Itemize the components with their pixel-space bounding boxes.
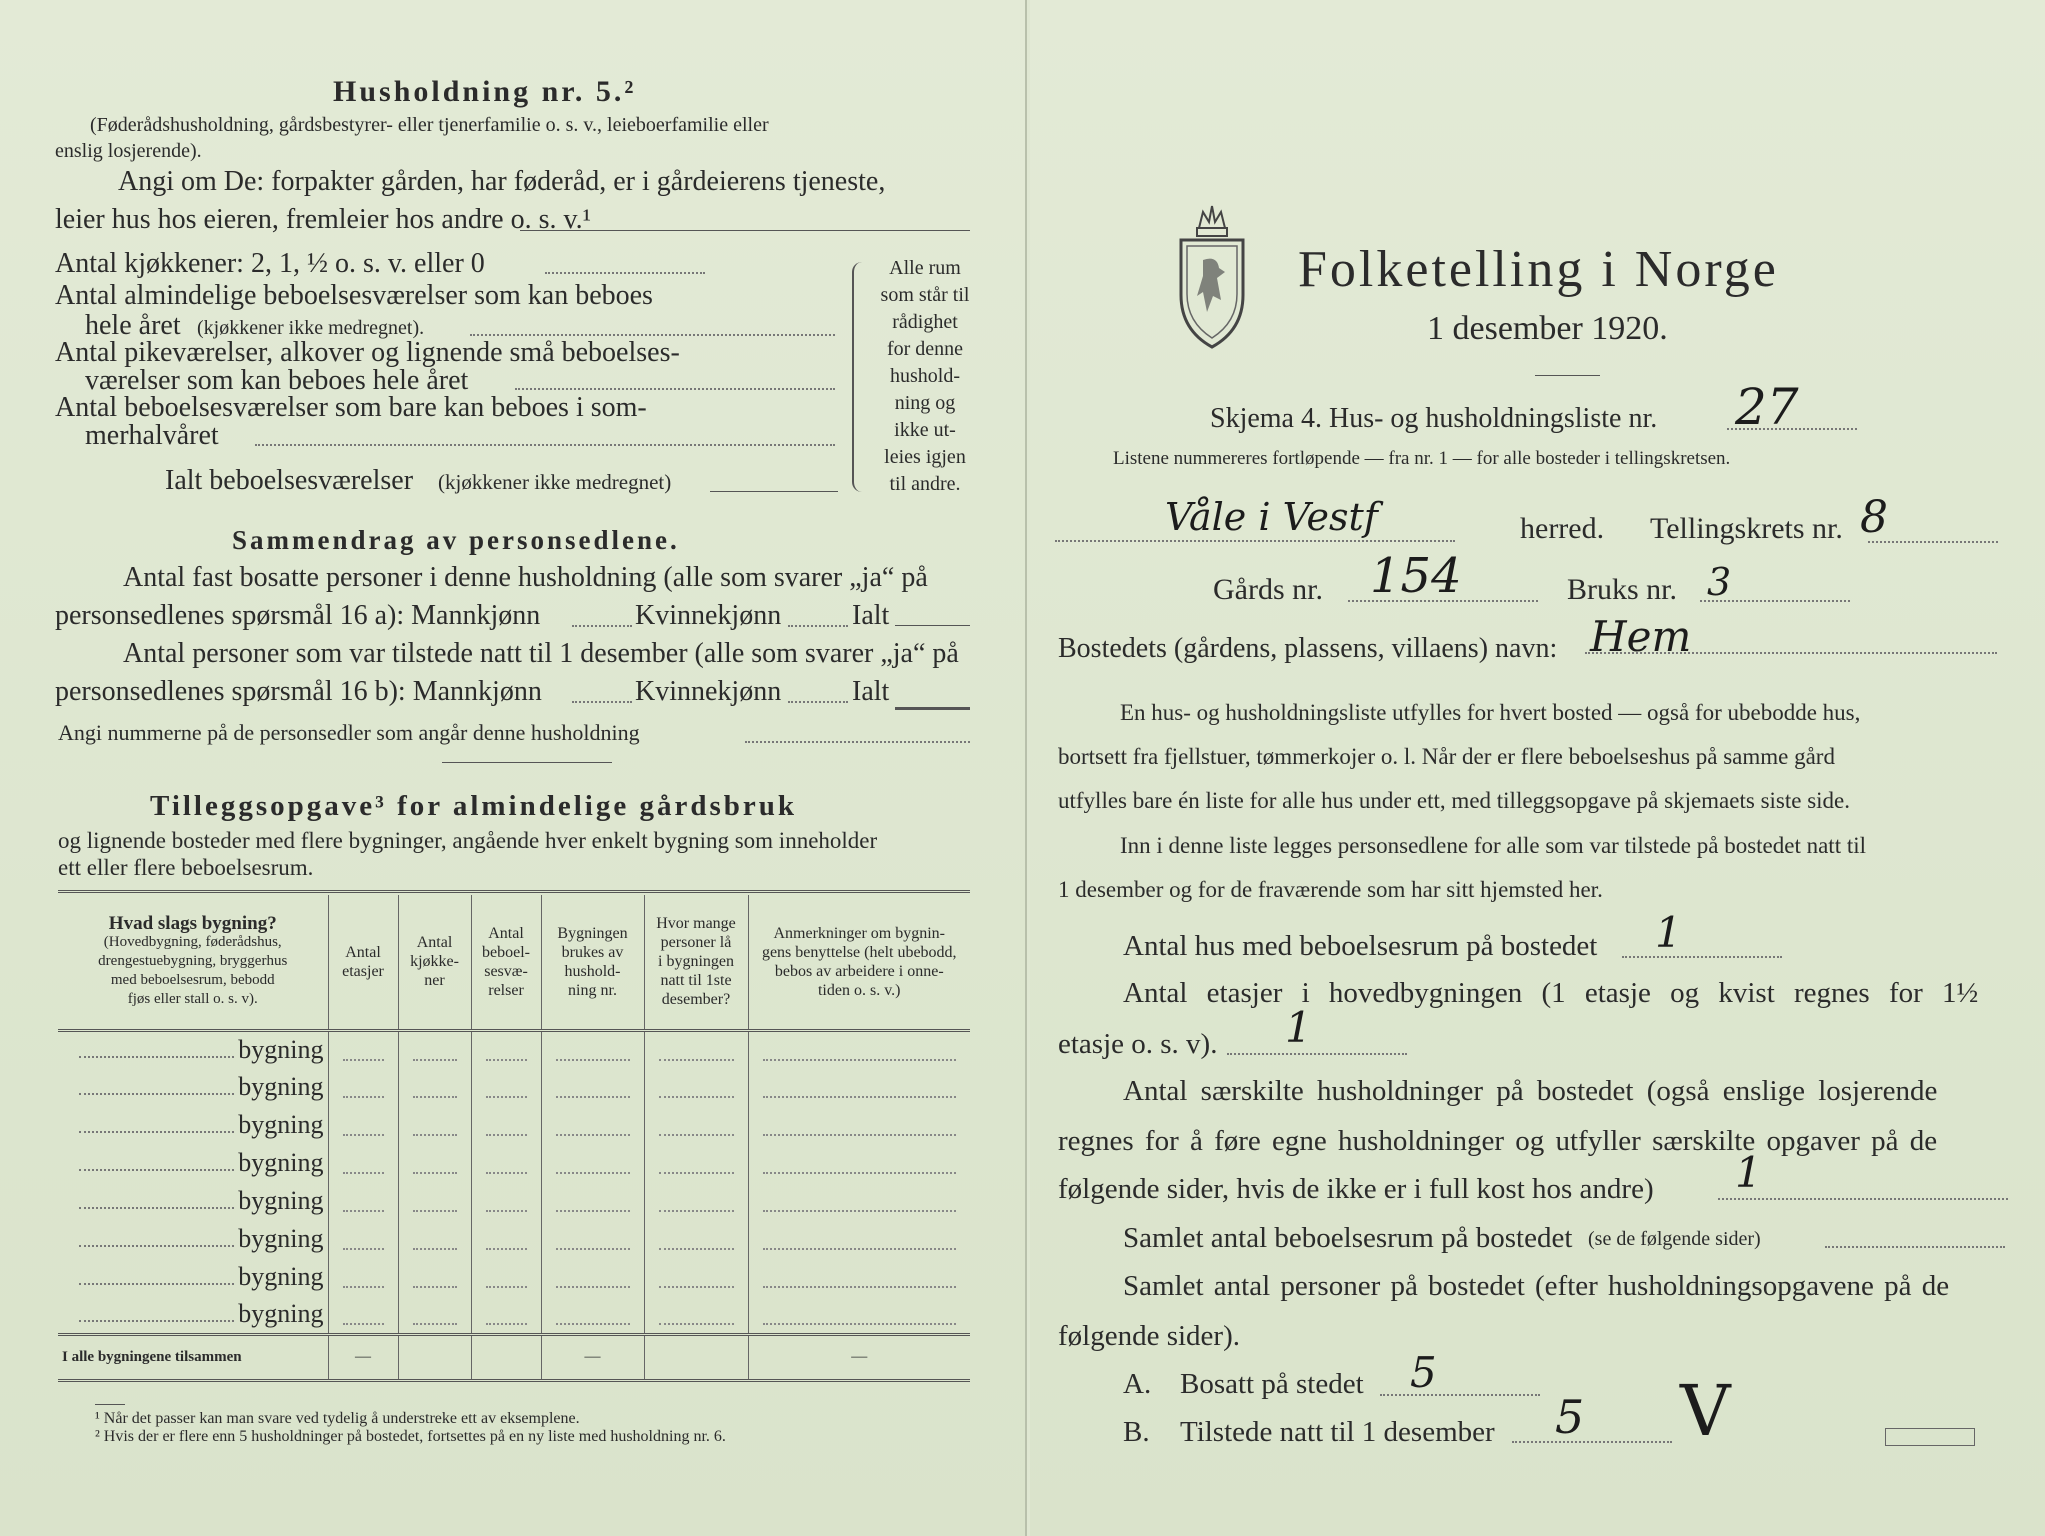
census-title: Folketelling i Norge [1298,241,1779,298]
bosatt-field[interactable] [1380,1394,1540,1396]
building-row [58,1220,970,1258]
info-line-5: 1 desember og for de fraværende som har sitt hjemsted her. [1058,877,1603,902]
cell-dots [343,1248,384,1250]
husholdning-cell[interactable] [541,1030,644,1068]
almindelige-label-small: (kjøkkener ikke medregnet). [197,317,425,339]
cell-dots [556,1323,630,1325]
samlet-pers-line-1: Samlet antal personer på bostedet (efter husholdningsopgavene på de [1123,1270,1950,1302]
cell-dots [556,1210,630,1212]
footnote-rule [95,1404,125,1405]
vaerelser-cell[interactable] [471,1106,541,1144]
personer-cell[interactable] [644,1106,748,1144]
cell-dots [343,1210,384,1212]
bostedets-label: Bostedets (gårdens, plassens, villaens) navn: [1058,633,1558,664]
cell-dots [486,1286,527,1288]
herred-label: herred. [1520,512,1605,545]
angi-answer-line [520,230,970,231]
etasjer-value: 1 [1285,1003,1312,1052]
fast-ialt-field[interactable] [895,625,970,626]
ialt-label: Ialt beboelsesværelser [165,465,414,496]
personer-cell[interactable] [644,1258,748,1296]
anmerkninger-cell[interactable] [748,1258,970,1296]
household-title: Husholdning nr. 5.² [333,75,637,108]
antal-hus-field[interactable] [1622,956,1782,958]
cell-dots [486,1323,527,1325]
etasjer-cell[interactable] [328,1182,398,1220]
cell-dots [556,1286,630,1288]
title-divider [1535,375,1600,376]
saerskilte-line-1: Antal særskilte husholdninger på bostedet (også enslige losjerende [1123,1075,1938,1107]
section-divider [442,762,612,763]
ialt-label-small: (kjøkkener ikke medregnet) [438,470,672,494]
pike-label-2: værelser som kan beboes hele året [85,365,469,396]
header-anmerkninger: Anmerkninger om bygnin- gens benyttelse (helt ubebodd, bebos av arbeidere i onne- tiden o. s. v.) [748,895,970,1030]
vaerelser-cell[interactable] [471,1258,541,1296]
etasjer-cell[interactable] [328,1296,398,1334]
building-type-cell[interactable] [58,1106,328,1144]
brace-note: Alle rum som står til rådighet for denne hushold- ning og ikke ut- leies igjen til andre. [880,257,970,495]
coat-of-arms-icon [1173,200,1251,350]
almindelige-label-2: hele året [85,310,181,341]
total-kjokkener [398,1334,471,1380]
sommer-label-1: Antal beboelsesværelser som bare kan beboes i som- [55,392,647,423]
cell-dots [659,1059,734,1061]
building-type-dots [79,1320,234,1322]
info-line-1: En hus- og husholdningsliste utfylles for hvert bosted — også for ubebodde hus, [1120,700,1861,725]
skjema-label: Skjema 4. Hus- og husholdningsliste nr. [1210,403,1658,434]
tilstede-letter: B. [1123,1416,1150,1448]
bosatt-letter: A. [1123,1368,1152,1400]
cell-dots [556,1134,630,1136]
kjokkener-cell[interactable] [398,1220,471,1258]
total-personer [644,1334,748,1380]
etasjer-cell[interactable] [328,1068,398,1106]
building-row [58,1296,970,1334]
cell-dots [556,1059,630,1061]
husholdning-cell[interactable] [541,1068,644,1106]
kjokkener-cell[interactable] [398,1106,471,1144]
total-vaerelser [471,1334,541,1380]
cell-dots [556,1248,630,1250]
building-label: bygning [238,1148,324,1177]
vaerelser-cell[interactable] [471,1144,541,1182]
building-label: bygning [238,1110,324,1139]
cell-dots [556,1172,630,1174]
bostedets-field[interactable] [1585,652,1997,654]
cell-dots [763,1096,957,1098]
total-husholdning: — [541,1334,644,1380]
cell-dots [763,1286,957,1288]
bruks-field[interactable] [1700,600,1850,602]
anmerkninger-cell[interactable] [748,1296,970,1334]
building-type-dots [79,1245,234,1247]
etasjer-line-2: etasje o. s. v). [1058,1028,1218,1060]
personer-cell[interactable] [644,1068,748,1106]
anmerkninger-cell[interactable] [748,1106,970,1144]
tilstede-kvinne-field[interactable] [788,701,848,703]
anmerkninger-cell[interactable] [748,1144,970,1182]
tilstede-natt-label: Tilstede natt til 1 desember [1180,1416,1495,1448]
cell-dots [486,1096,527,1098]
etasjer-cell[interactable] [328,1030,398,1068]
cell-dots [659,1134,734,1136]
tilstede-ialt-field[interactable] [895,707,970,710]
info-line-2: bortsett fra fjellstuer, tømmerkojer o. l. Når der er flere beboelseshus på samme gård [1058,744,1835,769]
cell-dots [763,1248,957,1250]
etasjer-line-1: Antal etasjer i hovedbygningen (1 etasje og kvist regnes for 1½ [1123,977,1979,1009]
info-line-3: utfylles bare én liste for alle hus under ett, med tilleggsopgave på skjemaets siste side. [1058,788,1851,813]
header-husholdning-nr: Bygningen brukes av hushold- ning nr. [541,895,644,1030]
personer-cell[interactable] [644,1182,748,1220]
kjokkener-dots [545,272,705,274]
building-label: bygning [238,1072,324,1101]
cell-dots [659,1286,734,1288]
kjokkener-cell[interactable] [398,1182,471,1220]
anmerkninger-cell[interactable] [748,1030,970,1068]
almindelige-dots [470,334,835,336]
cell-dots [486,1059,527,1061]
total-etasjer: — [328,1334,398,1380]
building-type-dots [79,1283,234,1285]
personer-cell[interactable] [644,1220,748,1258]
angi-line-1: Angi om De: forpakter gården, har føderåd, er i gårdeierens tjeneste, [118,166,886,197]
etasjer-cell[interactable] [328,1106,398,1144]
brace [852,262,864,492]
tillegg-line-2: ett eller flere beboelsesrum. [58,855,314,880]
building-type-dots [79,1169,234,1171]
tillegg-line-1: og lignende bosteder med flere bygninger, angående hver enkelt bygning som inneholder [58,828,878,853]
tilstede-natt-field[interactable] [1512,1441,1672,1443]
cell-dots [659,1248,734,1250]
building-label: bygning [238,1262,324,1291]
kjokkener-label: Antal kjøkkener: 2, 1, ½ o. s. v. eller 0 [55,248,485,279]
husholdning-cell[interactable] [541,1182,644,1220]
census-date: 1 desember 1920. [1427,310,1668,347]
saerskilte-value: 1 [1735,1148,1762,1197]
cell-dots [763,1172,957,1174]
herred-value: Våle i Vestf [1165,495,1378,539]
building-type-dots [79,1131,234,1133]
fast-line-1: Antal fast bosatte personer i denne husholdning (alle som svarer „ja“ på [123,562,928,593]
cell-dots [343,1286,384,1288]
building-label: bygning [238,1299,324,1329]
saerskilte-line-3: følgende sider, hvis de ikke er i full kost hos andre) [1058,1173,1654,1205]
header-kjokkener: Antal kjøkke- ner [398,895,471,1030]
printer-stamp [1885,1428,1975,1446]
antal-hus-value: 1 [1655,908,1682,957]
total-label: I alle bygningene tilsammen [62,1348,242,1365]
vaerelser-cell[interactable] [471,1296,541,1334]
saerskilte-line-2: regnes for å føre egne husholdninger og utfyller særskilte opgaver på de [1058,1125,1938,1157]
cell-dots [763,1210,957,1212]
building-row [58,1030,970,1068]
building-type-cell[interactable] [58,1030,328,1068]
header-etasjer: Antal etasjer [328,895,398,1030]
cell-dots [413,1323,457,1325]
cell-dots [763,1134,957,1136]
pike-label-1: Antal pikeværelser, alkover og lignende små beboelses- [55,337,680,368]
gards-field[interactable] [1348,600,1538,602]
skjema-field[interactable] [1727,428,1857,430]
nummerne-label: Angi nummerne på de personsedler som angår denne husholdning [58,720,640,745]
cell-dots [486,1248,527,1250]
building-type-dots [79,1056,234,1058]
building-table [58,895,970,1382]
tellingskrets-label: Tellingskrets nr. [1650,512,1843,545]
anmerkninger-cell[interactable] [748,1068,970,1106]
cell-dots [659,1172,734,1174]
bosatt-label: Bosatt på stedet [1180,1368,1364,1400]
fast-kvinne-field[interactable] [788,625,848,627]
fast-mann-field[interactable] [572,625,632,627]
building-row [58,1182,970,1220]
gards-label: Gårds nr. [1213,573,1323,606]
anmerkninger-cell[interactable] [748,1182,970,1220]
angi-line-2: leier hus hos eieren, fremleier hos andre o. s. v.¹ [55,204,592,235]
building-type-cell[interactable] [58,1220,328,1258]
personer-cell[interactable] [644,1144,748,1182]
vaerelser-cell[interactable] [471,1182,541,1220]
samlet-pers-line-2: følgende sider). [1058,1320,1240,1352]
tellingskrets-value: 8 [1860,492,1888,543]
total-anmerkninger: — [748,1334,970,1380]
cell-dots [413,1248,457,1250]
fast-line-2: personsedlenes spørsmål 16 a): Mannkjønn [55,600,541,631]
nummerne-field[interactable] [745,741,970,743]
cell-dots [486,1172,527,1174]
kjokkener-cell[interactable] [398,1296,471,1334]
samlet-rum-small: (se de følgende sider) [1588,1228,1761,1250]
fast-ialt-label: Ialt [852,600,890,631]
personer-cell[interactable] [644,1030,748,1068]
building-label: bygning [238,1186,324,1215]
personer-cell[interactable] [644,1296,748,1334]
footnote-2: ² Hvis der er flere enn 5 husholdninger på bostedet, fortsettes på en ny liste med husholdning nr. 6. [95,1428,726,1445]
cell-dots [763,1323,957,1325]
cell-dots [763,1059,957,1061]
building-type-dots [79,1207,234,1209]
footnote-1: ¹ Når det passer kan man svare ved tydelig å understreke ett av eksemplene. [95,1410,580,1427]
samlet-rum-label: Samlet antal beboelsesrum på bostedet [1123,1222,1573,1254]
tilstede-line-1: Antal personer som var tilstede natt til 1 desember (alle som svarer „ja“ på [123,638,959,669]
etasjer-cell[interactable] [328,1258,398,1296]
cell-dots [343,1134,384,1136]
cell-dots [413,1172,457,1174]
cell-dots [413,1210,457,1212]
etasjer-cell[interactable] [328,1220,398,1258]
bosatt-value: 5 [1410,1348,1437,1397]
building-type-dots [79,1093,234,1095]
husholdning-cell[interactable] [541,1258,644,1296]
etasjer-field[interactable] [1227,1053,1407,1055]
kjokkener-cell[interactable] [398,1144,471,1182]
ialt-line [710,491,838,492]
cell-dots [556,1096,630,1098]
cell-dots [659,1096,734,1098]
building-row [58,1144,970,1182]
info-line-4: Inn i denne liste legges personsedlene for alle som var tilstede på bostedet natt til [1120,833,1867,858]
building-type-cell[interactable] [58,1144,328,1182]
right-page [1030,0,2045,1536]
anmerkninger-cell[interactable] [748,1220,970,1258]
bruks-value: 3 [1707,560,1732,604]
building-row [58,1258,970,1296]
check-mark: V [1680,1370,1731,1452]
skjema-value: 27 [1735,378,1799,436]
kjokkener-cell[interactable] [398,1258,471,1296]
cell-dots [343,1096,384,1098]
building-row [58,1068,970,1106]
tilstede-natt-value: 5 [1555,1390,1585,1444]
intro-note: (Føderådshusholdning, gårdsbestyrer- eller tjenerfamilie o. s. v., leieboerfamilie eller [90,114,769,136]
header-beboelsesvaerelser: Antal beboel- sesvæ- relser [471,895,541,1030]
tilstede-kvinne-label: Kvinnekjønn [635,676,782,707]
vaerelser-cell[interactable] [471,1068,541,1106]
listene-note: Listene nummereres fortløpende — fra nr. 1 — for alle bosteder i tellingskretsen. [1113,448,1731,469]
vaerelser-cell[interactable] [471,1220,541,1258]
building-type-cell[interactable] [58,1068,328,1106]
herred-field[interactable] [1055,540,1455,542]
cell-dots [343,1059,384,1061]
sommer-label-2: merhalvåret [85,420,219,451]
header-personer: Hvor mange personer lå i bygningen natt til 1ste desember? [644,895,748,1030]
cell-dots [413,1096,457,1098]
gards-value: 154 [1370,548,1462,604]
building-type-cell[interactable] [58,1296,328,1334]
husholdning-cell[interactable] [541,1220,644,1258]
kjokkener-cell[interactable] [398,1030,471,1068]
pike-dots [515,388,835,390]
table-top-rule [58,890,970,893]
building-row [58,1106,970,1144]
cell-dots [343,1323,384,1325]
sammendrag-title: Sammendrag av personsedlene. [232,525,680,555]
etasjer-cell[interactable] [328,1144,398,1182]
cell-dots [413,1059,457,1061]
vaerelser-cell[interactable] [471,1030,541,1068]
cell-dots [659,1323,734,1325]
cell-dots [413,1286,457,1288]
husholdning-cell[interactable] [541,1106,644,1144]
tilstede-line-2: personsedlenes spørsmål 16 b): Mannkjønn [55,676,542,707]
intro-note-2: enslig losjerende). [55,140,202,162]
cell-dots [413,1134,457,1136]
building-type-cell[interactable] [58,1182,328,1220]
cell-dots [343,1172,384,1174]
antal-hus-label: Antal hus med beboelsesrum på bostedet [1123,930,1598,962]
husholdning-cell[interactable] [541,1296,644,1334]
header-building-type: Hvad slags bygning? (Hovedbygning, føderådshus, drengestuebygning, bryggerhus med beboelsesrum, bebodd fjøs eller stall o. s. v). [98,913,288,1008]
bruks-label: Bruks nr. [1567,573,1678,606]
building-label: bygning [238,1224,324,1253]
bostedets-value: Hem [1590,612,1692,661]
building-type-cell[interactable] [58,1258,328,1296]
cell-dots [659,1210,734,1212]
samlet-rum-field[interactable] [1825,1246,2005,1248]
sommer-dots [255,444,835,446]
tillegg-title: Tilleggsopgave³ for almindelige gårdsbruk [150,790,798,822]
saerskilte-field[interactable] [1718,1198,2008,1200]
almindelige-label-1: Antal almindelige beboelsesværelser som kan beboes [55,280,653,311]
tellingskrets-field[interactable] [1868,541,1998,543]
tilstede-ialt-label: Ialt [852,676,890,707]
fast-kvinne-label: Kvinnekjønn [635,600,782,631]
cell-dots [486,1210,527,1212]
cell-dots [486,1134,527,1136]
husholdning-cell[interactable] [541,1144,644,1182]
building-label: bygning [238,1034,324,1064]
tilstede-mann-field[interactable] [572,701,632,703]
kjokkener-cell[interactable] [398,1068,471,1106]
